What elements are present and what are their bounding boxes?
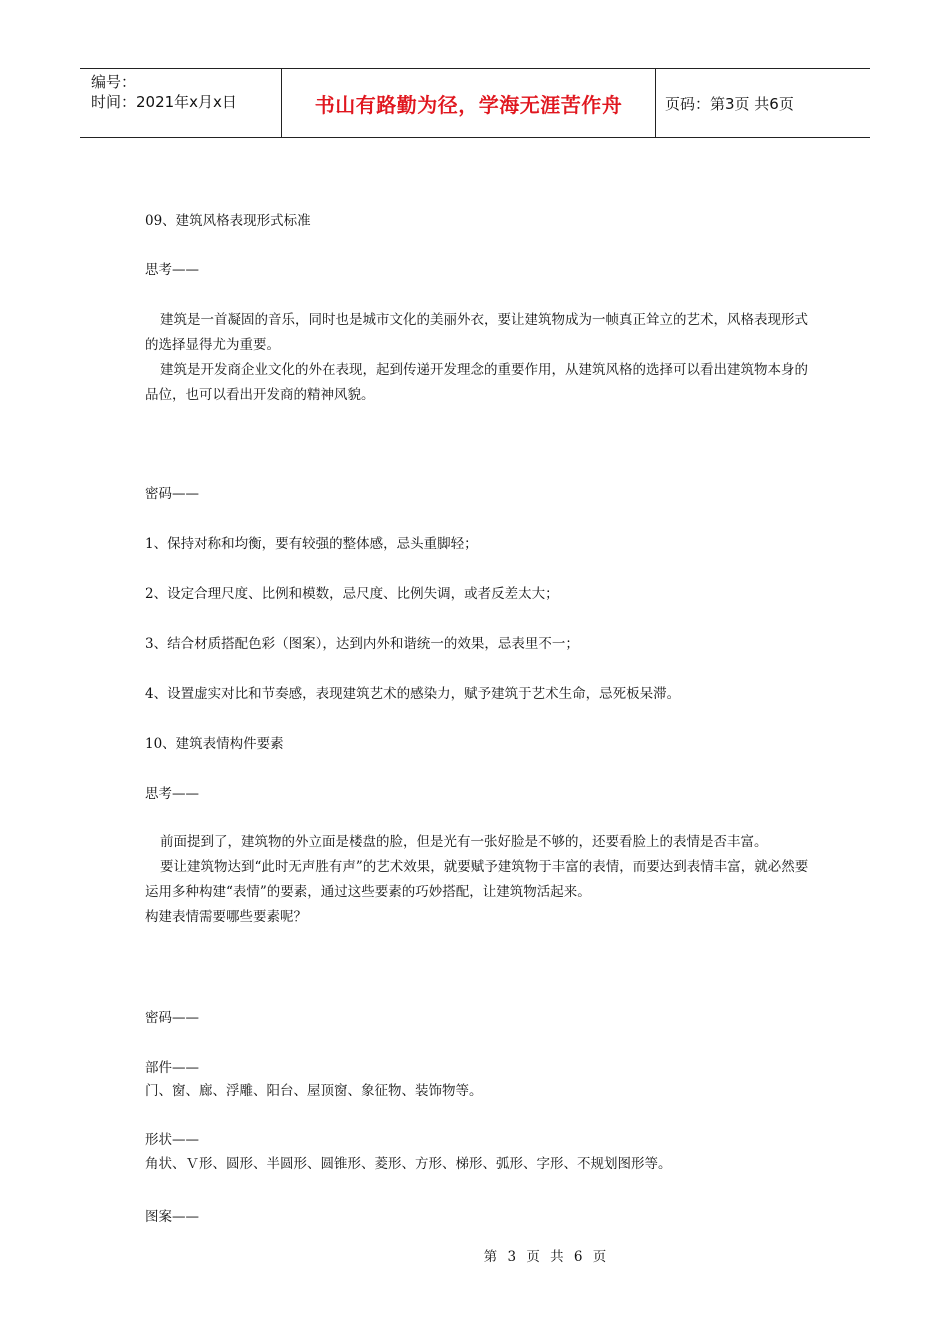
page-footer: [0, 1245, 950, 1265]
header-page-cell: [655, 69, 870, 137]
document-time-label: 时间：2021年x月x日: [91, 93, 237, 111]
section-10-think-text: [145, 830, 810, 930]
shapes-label: 形状——: [145, 1132, 199, 1148]
list-item: 3、结合材质搭配色彩（图案），达到内外和谐统一的效果，忌表里不一；: [145, 636, 579, 652]
header-meta-cell: [80, 69, 281, 137]
header-page-label: 页码：第3页 共6页: [665, 94, 794, 113]
section-09-think-text: [145, 308, 810, 408]
footer-page-number: 第 3 页 共 6 页: [483, 1249, 607, 1265]
section-10-title: 10、建筑表情构件要素: [145, 736, 284, 752]
patterns-label: 图案——: [145, 1209, 199, 1225]
section-09-think-label: 思考——: [145, 262, 199, 278]
paragraph: 构建表情需要哪些要素呢？: [145, 909, 307, 925]
list-item: 4、设置虚实对比和节奏感，表现建筑艺术的感染力，赋予建筑于艺术生命，忌死板呆滞。: [145, 686, 681, 702]
paragraph: 前面提到了，建筑物的外立面是楼盘的脸，但是光有一张好脸是不够的，还要看脸上的表情是否丰富。: [160, 834, 768, 850]
document-header: [80, 68, 870, 138]
section-09-code-label: 密码——: [145, 486, 199, 502]
shapes-text: 角状、Ｖ形、圆形、半圆形、圆锥形、菱形、方形、梯形、弧形、字形、不规划图形等。: [145, 1156, 672, 1172]
section-10-think-label: 思考——: [145, 786, 199, 802]
paragraph: 建筑是开发商企业文化的外在表现，起到传递开发理念的重要作用，从建筑风格的选择可以看出建筑物本身的品位，也可以看出开发商的精神风貌。: [145, 362, 808, 403]
document-number-label: 编号：: [91, 73, 137, 91]
paragraph: 建筑是一首凝固的音乐，同时也是城市文化的美丽外衣，要让建筑物成为一帧真正耸立的艺术，风格表现形式的选择显得尤为重要。: [145, 312, 808, 353]
list-item: 2、设定合理尺度、比例和模数，忌尺度、比例失调，或者反差太大；: [145, 586, 559, 602]
header-motto: 书山有路勤为径，学海无涯苦作舟: [314, 92, 623, 117]
paragraph: 要让建筑物达到“此时无声胜有声”的艺术效果，就要赋予建筑物于丰富的表情，而要达到表情丰富，就必然要运用多种构建“表情”的要素，通过这些要素的巧妙搭配，让建筑物活起来。: [145, 859, 809, 900]
list-item: 1、保持对称和均衡，要有较强的整体感，忌头重脚轻；: [145, 536, 478, 552]
parts-text: 门、窗、廊、浮雕、阳台、屋顶窗、象征物、装饰物等。: [145, 1083, 483, 1099]
parts-label: 部件——: [145, 1060, 199, 1076]
section-10-code-label: 密码——: [145, 1010, 199, 1026]
header-motto-cell: [281, 69, 656, 137]
section-09-title: 09、建筑风格表现形式标准: [145, 213, 311, 229]
